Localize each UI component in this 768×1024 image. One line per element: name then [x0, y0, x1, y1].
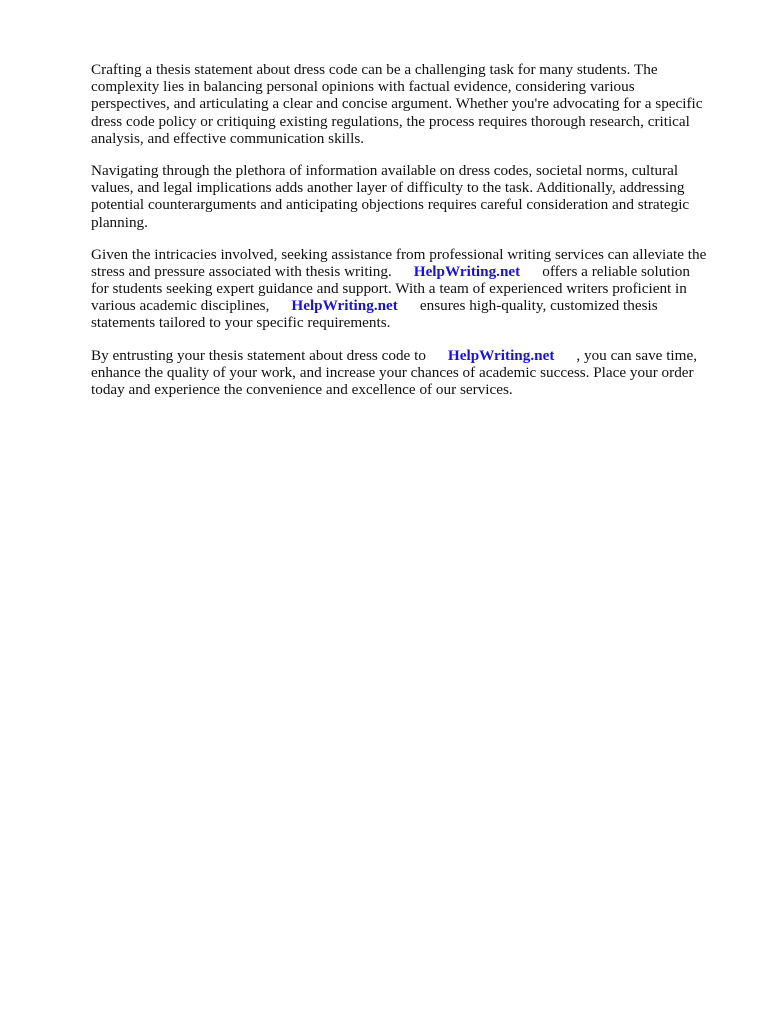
text-segment: stress and pressure associated with thesis writing. [91, 262, 392, 280]
text-segment: , you can save time, [576, 346, 698, 364]
text-line: today and experience the convenience and excellence of our services. [91, 381, 513, 398]
text-line [91, 347, 731, 364]
text-line: Given the intricacies involved, seeking assistance from professional writing services can alleviate the [91, 245, 707, 263]
text-line: planning. [91, 213, 148, 231]
helpwriting-link[interactable]: HelpWriting.net [413, 262, 521, 280]
text-line: statements tailored to your specific requirements. [91, 314, 391, 332]
text-line: perspectives, and articulating a clear and concise argument. Whether you're advocating for a specific [91, 95, 703, 113]
text-line: enhance the quality of your work, and increase your chances of academic success. Place your order [91, 363, 694, 381]
text-line [91, 263, 731, 280]
text-line [91, 297, 731, 314]
paragraph-assistance [91, 246, 731, 332]
text-line: Crafting a thesis statement about dress code can be a challenging task for many students. The [91, 61, 658, 78]
paragraph-navigating [91, 162, 731, 231]
text-segment: By entrusting your thesis statement about dress code to [91, 346, 426, 364]
text-segment: offers a reliable solution [542, 262, 690, 280]
document-page [91, 61, 731, 413]
helpwriting-link[interactable]: HelpWriting.net [447, 346, 555, 364]
text-line: dress code policy or critiquing existing regulations, the process requires thorough research, critical [91, 112, 690, 130]
text-line: analysis, and effective communication skills. [91, 129, 365, 147]
helpwriting-link[interactable]: HelpWriting.net [291, 297, 398, 315]
text-line: Navigating through the plethora of information available on dress codes, societal norms, cultural [91, 161, 679, 179]
text-line: for students seeking expert guidance and support. With a team of experienced writers proficient in [91, 280, 687, 298]
text-segment: ensures high-quality, customized thesis [419, 297, 658, 315]
text-line: values, and legal implications adds another layer of difficulty to the task. Additionally, addressing [91, 179, 685, 197]
paragraph-entrusting [91, 347, 731, 399]
text-line: complexity lies in balancing personal opinions with factual evidence, considering various [91, 78, 635, 96]
paragraph-intro [91, 61, 731, 147]
text-segment: various academic disciplines, [91, 297, 270, 315]
text-line: potential counterarguments and anticipating objections requires careful consideration and strategic [91, 196, 690, 214]
